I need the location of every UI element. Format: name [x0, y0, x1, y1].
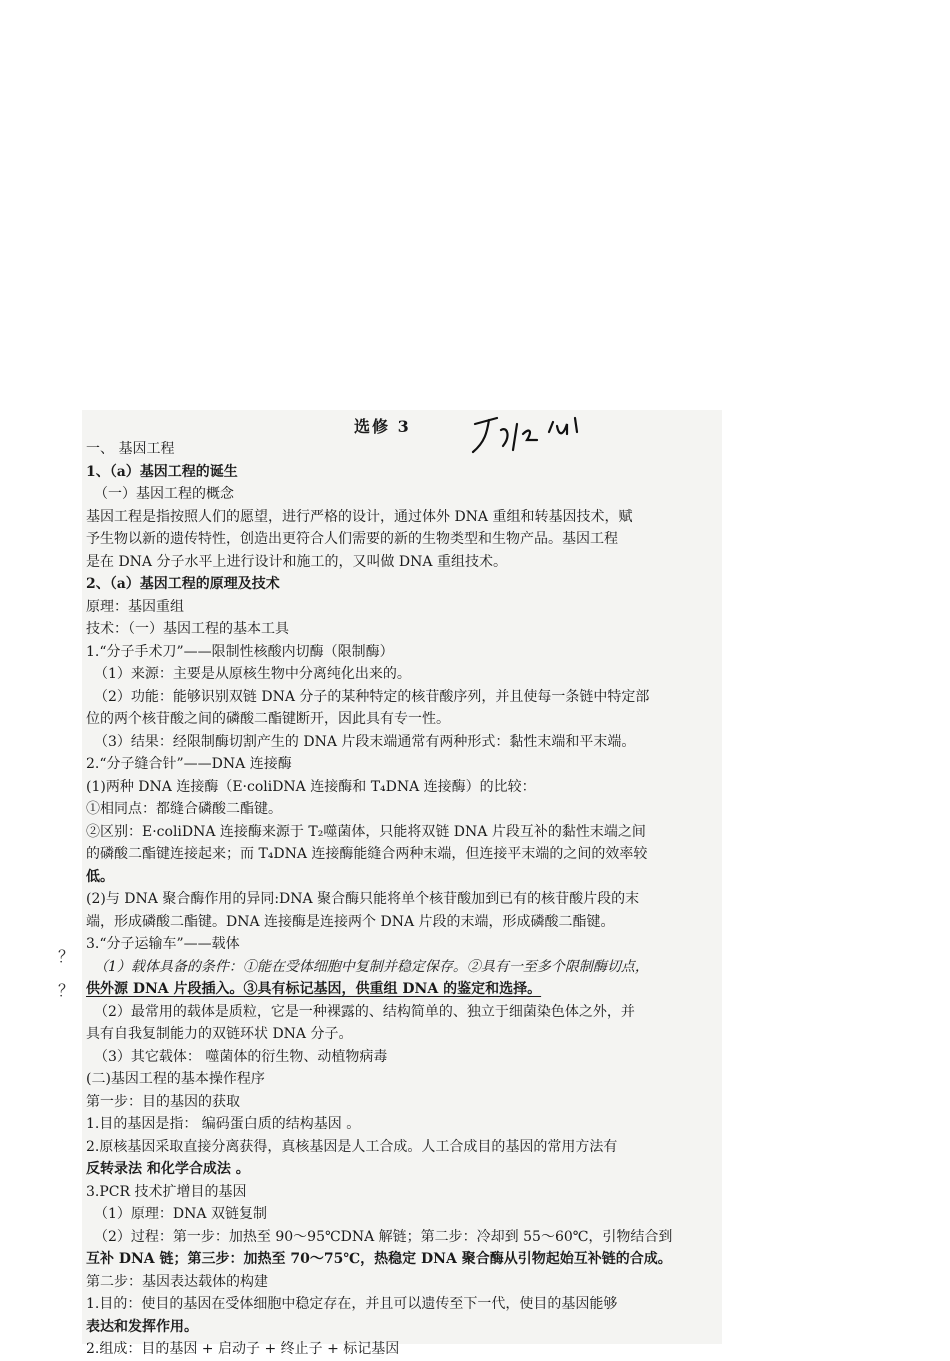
page-title: 选修 3: [354, 417, 411, 436]
text-line: 3.PCR 技术扩增目的基因: [86, 1183, 247, 1200]
text-line: 原理：基因重组: [86, 598, 184, 615]
section-heading: 1、（a）基因工程的诞生: [86, 463, 238, 480]
text-line: 3.“分子运输车”——载体: [86, 936, 240, 952]
text-line: 低。: [86, 868, 114, 885]
text-line: 端，形成磷酸二酯键。DNA 连接酶是连接两个 DNA 片段的末端，形成磷酸二酯键。: [86, 913, 615, 930]
text-line: 是在 DNA 分子水平上进行设计和施工的，又叫做 DNA 重组技术。: [86, 553, 507, 570]
text-line: 第一步：目的基因的获取: [86, 1093, 240, 1110]
text-line: （3）结果：经限制酶切割产生的 DNA 片段末端通常有两种形式：黏性末端和平末端。: [94, 733, 636, 750]
text-line: 2.“分子缝合针”——DNA 连接酶: [86, 756, 292, 772]
text-line: 1.目的基因是指： 编码蛋白质的结构基因 。: [86, 1116, 361, 1132]
text-line: 表达和发挥作用。: [86, 1318, 198, 1335]
text-line: （1）载体具备的条件：①能在受体细胞中复制并稳定保存。②具有一至多个限制酶切点，: [94, 958, 649, 975]
subheading: （一）基因工程的概念: [94, 486, 234, 502]
text-line: （3）其它载体： 噬菌体的衍生物、动植物病毒: [94, 1048, 388, 1065]
text-line: (1)两种 DNA 连接酶（E·coliDNA 连接酶和 T₄DNA 连接酶）的比较：: [86, 778, 536, 795]
heading-line: 一、 基因工程: [86, 441, 175, 457]
text-line: （1）原理：DNA 双链复制: [94, 1206, 267, 1222]
section-heading: 2、（a）基因工程的原理及技术: [86, 576, 280, 592]
text-line: ②区别：E·coliDNA 连接酶来源于 T₂噬菌体，只能将双链 DNA 片段互补的黏性末端之间: [86, 823, 646, 840]
text-line: （2）过程：第一步：加热至 90～95℃DNA 解链；第二步：冷却到 55～60℃，引物结合到: [94, 1228, 673, 1245]
text-line: 互补 DNA 链；第三步：加热至 70～75℃，热稳定 DNA 聚合酶从引物起始互补链的合成。: [86, 1251, 672, 1267]
text-line: 反转录法 和化学合成法 。: [86, 1161, 250, 1177]
text-line: 1.目的：使目的基因在受体细胞中稳定存在，并且可以遗传至下一代，使目的基因能够: [86, 1296, 618, 1312]
text-line: ①相同点：都缝合磷酸二酯键。: [86, 801, 282, 817]
text-line: 的磷酸二酯键连接起来；而 T₄DNA 连接酶能缝合两种末端，但连接平末端的之间的效率较: [86, 846, 648, 862]
margin-mark: ？: [58, 947, 75, 966]
scanned-page: [82, 410, 722, 1357]
text-line: 供外源 DNA 片段插入。③具有标记基因，供重组 DNA 的鉴定和选择。: [86, 981, 542, 997]
text-line: 具有自我复制能力的双链环状 DNA 分子。: [86, 1026, 353, 1042]
text-line: （2）功能：能够识别双链 DNA 分子的某种特定的核苷酸序列，并且使每一条链中特定部: [94, 688, 650, 705]
text-line: （2）最常用的载体是质粒，它是一种裸露的、结构简单的、独立于细菌染色体之外，并: [94, 1003, 635, 1020]
text-line: (2)与 DNA 聚合酶作用的异同:DNA 聚合酶只能将单个核苷酸加到已有的核苷酸片段的末: [86, 891, 640, 907]
document-body: [86, 438, 718, 1361]
text-line: 2.组成：目的基因 + 启动子 + 终止子 + 标记基因: [86, 1341, 400, 1357]
text-line: 2.原核基因采取直接分离获得，真核基因是人工合成。人工合成目的基因的常用方法有: [86, 1138, 618, 1155]
text-line: （1）来源：主要是从原核生物中分离纯化出来的。: [94, 666, 411, 682]
margin-mark: ？: [58, 981, 75, 1000]
text-line: 第二步：基因表达载体的构建: [86, 1273, 268, 1290]
text-line: 技术：（一）基因工程的基本工具: [86, 621, 289, 637]
text-line: 1.“分子手术刀”——限制性核酸内切酶（限制酶）: [86, 643, 394, 660]
text-line: 位的两个核苷酸之间的磷酸二酯键断开，因此具有专一性。: [86, 711, 450, 727]
text-line: 基因工程是指按照人们的愿望，进行严格的设计，通过体外 DNA 重组和转基因技术，赋: [86, 508, 633, 525]
subheading: (二)基因工程的基本操作程序: [86, 1071, 265, 1087]
text-line: 予生物以新的遗传特性，创造出更符合人们需要的新的生物类型和生物产品。基因工程: [86, 531, 618, 547]
